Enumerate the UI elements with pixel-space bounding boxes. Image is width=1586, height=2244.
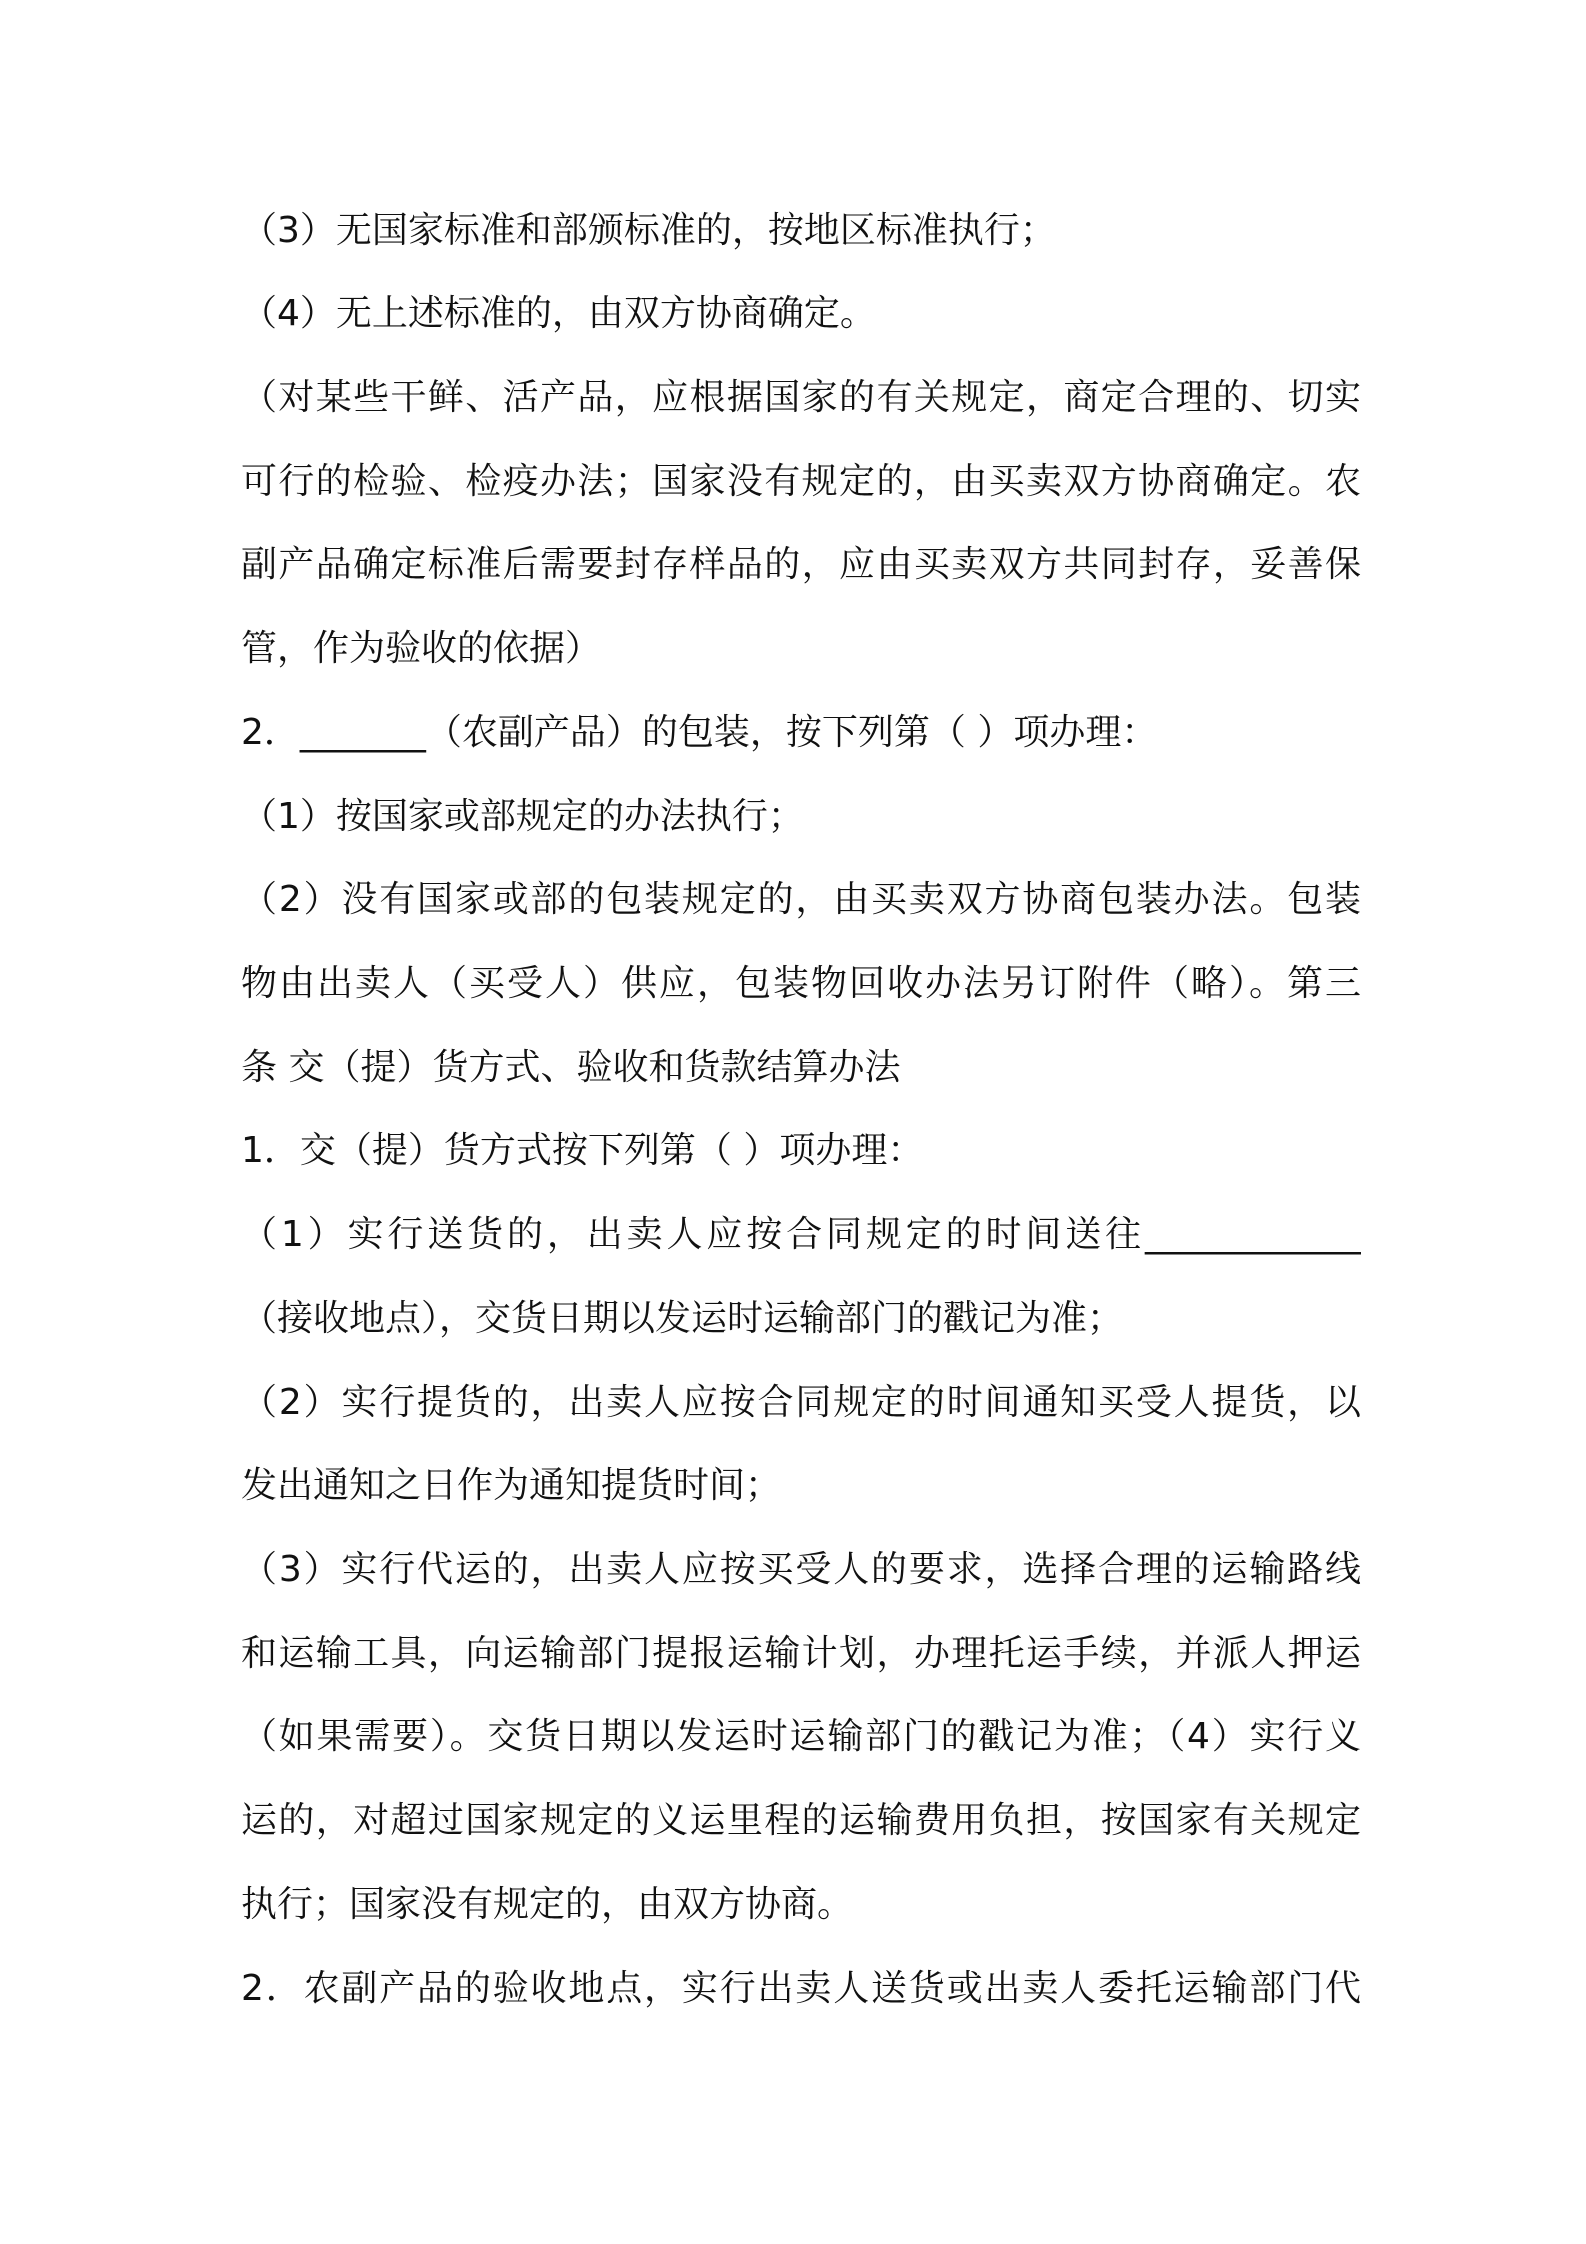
text-line: （对某些干鲜、活产品，应根据国家的有关规定，商定合理的、切实 — [241, 377, 1361, 418]
text-line: 运的，对超过国家规定的义运里程的运输费用负担，按国家有关规定 — [241, 1800, 1361, 1841]
text-line: 条 交（提）货方式、验收和货款结算办法 — [241, 1047, 901, 1088]
text-line: 1．交（提）货方式按下列第（ ）项办理： — [241, 1130, 924, 1171]
text-line: （接收地点），交货日期以发运时运输部门的戳记为准； — [241, 1298, 1124, 1339]
text-line: （如果需要）。交货日期以发运时运输部门的戳记为准；（4）实行义 — [241, 1716, 1361, 1757]
text-line: （2）没有国家或部的包装规定的，由买卖双方协商包装办法。包装 — [241, 879, 1361, 920]
text-line: 2．农副产品的验收地点，实行出卖人送货或出卖人委托运输部门代 — [241, 1968, 1361, 2009]
text-line: （2）实行提货的，出卖人应按合同规定的时间通知买受人提货，以 — [241, 1382, 1361, 1423]
text-line: 发出通知之日作为通知提货时间； — [241, 1465, 782, 1506]
text-line: 物由出卖人（买受人）供应，包装物回收办法另订附件（略）。第三 — [241, 963, 1361, 1004]
text-line: （3）无国家标准和部颁标准的，按地区标准执行； — [241, 210, 1056, 251]
text-line: 执行；国家没有规定的，由双方协商。 — [241, 1884, 854, 1925]
text-line: （4）无上述标准的，由双方协商确定。 — [241, 293, 876, 334]
text-line: 2．_______（农副产品）的包装，按下列第（ ）项办理： — [241, 712, 1158, 753]
text-line: 和运输工具，向运输部门提报运输计划，办理托运手续，并派人押运 — [241, 1633, 1361, 1674]
text-line: （1）实行送货的，出卖人应按合同规定的时间送往____________ — [241, 1214, 1361, 1255]
text-line: （3）实行代运的，出卖人应按买受人的要求，选择合理的运输路线 — [241, 1549, 1361, 1590]
text-line: （1）按国家或部规定的办法执行； — [241, 796, 804, 837]
text-line: 可行的检验、检疫办法；国家没有规定的，由买卖双方协商确定。农 — [241, 461, 1361, 502]
text-line: 副产品确定标准后需要封存样品的，应由买卖双方共同封存，妥善保 — [241, 544, 1361, 585]
text-line: 管，作为验收的依据） — [241, 628, 602, 669]
